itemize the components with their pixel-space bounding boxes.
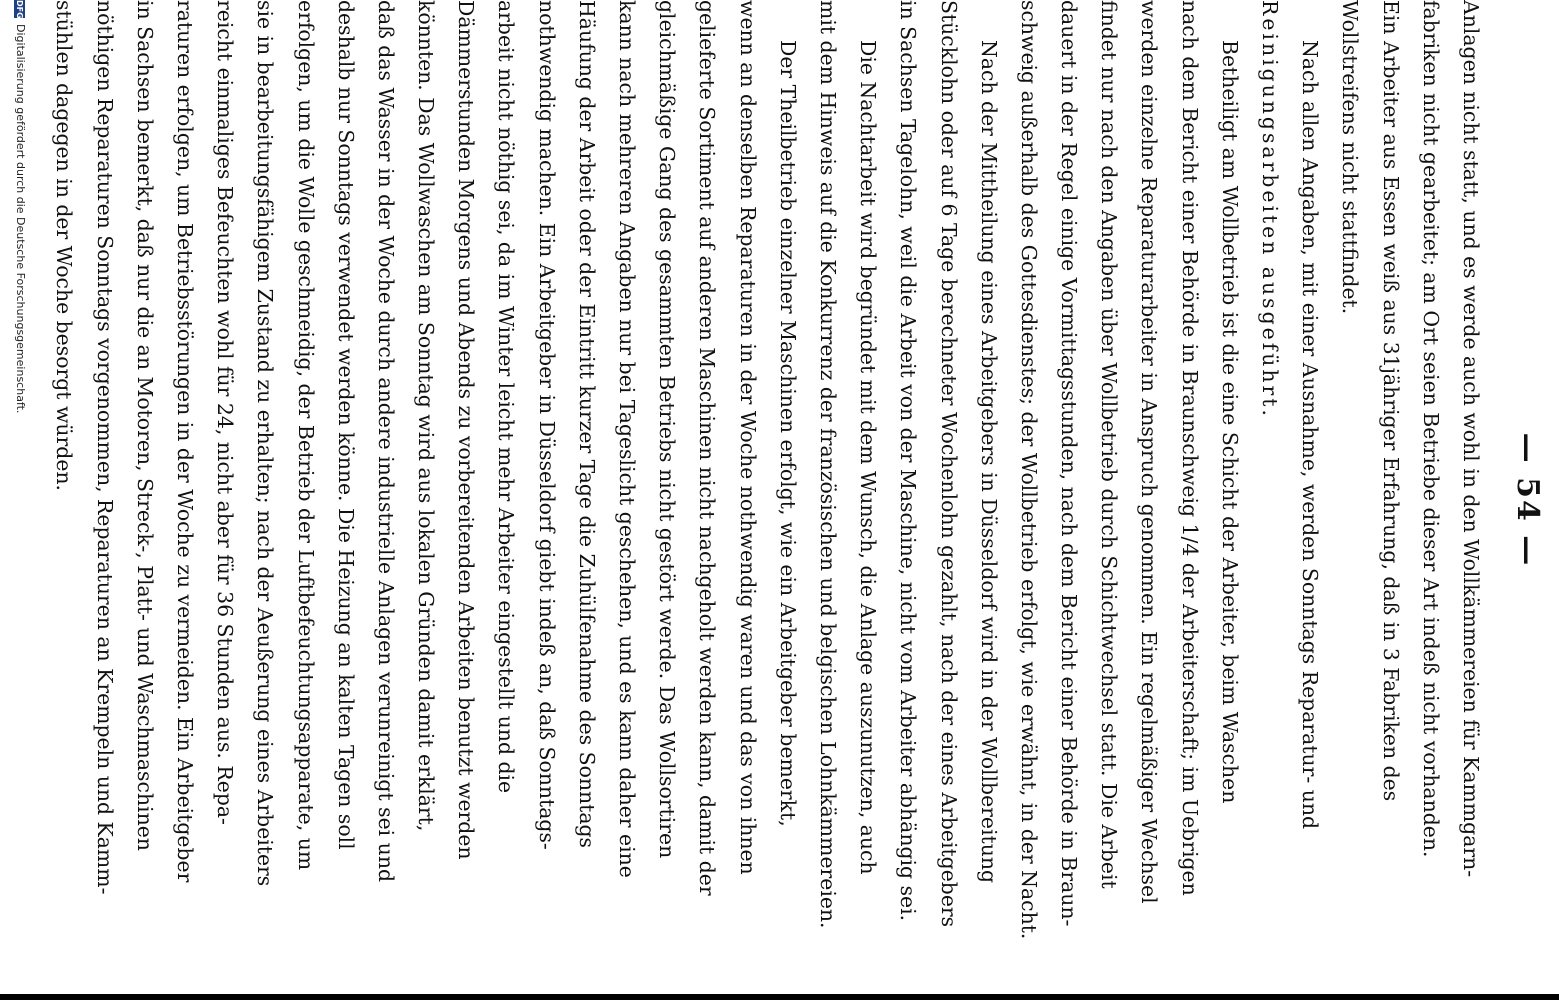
- credit-text: Digitalisierung gefördert durch die Deutsche Forschungsgemeinschaft.: [14, 24, 27, 414]
- text-line: Nach der Mittheilung eines Arbeitgebers in Düsseldorf wird in der Wollbereitung: [976, 40, 1001, 884]
- text-line: werden einzelne Reparaturarbeiter in Anspruch genommen. Ein regelmäßiger Wechsel: [1137, 0, 1162, 904]
- body-text: [41, 0, 1491, 1000]
- dfg-logo-icon: DFG: [15, 0, 25, 19]
- text-line: Nach allen Angaben, mit einer Ausnahme, werden Sonntags Reparatur- und: [1298, 40, 1323, 830]
- text-line: Die Nachtarbeit wird begründet mit dem Wunsch, die Anlage auszunutzen, auch: [856, 40, 881, 875]
- text-line: Anlagen nicht statt, und es werde auch wohl in den Wollkämmereien für Kammgarn-: [1459, 0, 1483, 878]
- text-line: wenn an denselben Reparaturen in der Woche nothwendig waren und das von ihnen: [735, 0, 760, 875]
- text-line: fabriken nicht gearbeitet; am Ort seien Betriebe dieser Art indeß nicht vorhanden.: [1418, 0, 1443, 858]
- text-line: nothwendig machen. Ein Arbeitgeber in Düsseldorf giebt indeß an, daß Sonntags-: [534, 0, 559, 850]
- text-line: gleichmäßige Gang des gesammten Betriebs nicht gestört werde. Das Wollsortiren: [655, 0, 680, 859]
- digitization-credit: [9, 0, 31, 1000]
- text-line: in Sachsen Tagelohn, weil die Arbeit von der Maschine, nicht vom Arbeiter abhängig sei.: [896, 0, 921, 922]
- text-line: Der Theilbetrieb einzelner Maschinen erfolgt, wie ein Arbeitgeber bemerkt,: [775, 40, 800, 827]
- text-line: Reinigungsarbeiten ausgeführt.: [1258, 0, 1283, 419]
- text-line: gelieferte Sortiment auf anderen Maschinen nicht nachgeholt werden kann, damit der: [695, 0, 720, 896]
- text-line: raturen erfolgen, um Betriebsstörungen in der Woche zu vermeiden. Ein Arbeitgeber: [173, 0, 197, 883]
- text-line: findet nur nach den Angaben über Wollbetrieb durch Schichtwechsel statt. Die Arbeit: [1097, 0, 1122, 889]
- text-line: Stücklohn oder auf 6 Tage berechneter Wochenlohn gezahlt, nach der eines Arbeitgebers: [936, 0, 961, 928]
- text-line: sie in bearbeitungsfähigem Zustand zu erhalten; nach der Aeußerung eines Arbeiters: [253, 0, 278, 887]
- text-line: kann nach mehreren Angaben nur bei Tageslicht geschehen, und es kann daher eine: [615, 0, 640, 878]
- text-line: Ein Arbeiter aus Essen weiß aus 31jähriger Erfahrung, daß in 3 Fabriken des: [1378, 0, 1403, 802]
- text-line: mit dem Hinweis auf die Konkurrenz der französischen und belgischen Lohnkämmereien.: [816, 0, 840, 929]
- text-line: [41, 0, 44, 1000]
- text-line: in Sachsen bemerkt, daß nur die an Motoren, Streck-, Platt- und Waschmaschinen: [132, 0, 157, 851]
- text-line: könnten. Das Wollwaschen am Sonntag wird aus lokalen Gründen damit erklärt,: [414, 0, 439, 832]
- text-line: nach dem Bericht einer Behörde in Braunschweig 1/4 der Arbeiterschaft; im Uebrigen: [1177, 0, 1202, 896]
- text-line: Wollstreifens nicht stattfindet.: [1338, 0, 1363, 315]
- text-line: Häufung der Arbeit oder der Eintritt kurzer Tage die Zuhülfenahme des Sonntags: [574, 0, 599, 849]
- text-line: daß das Wasser in der Woche durch andere industrielle Anlagen verunreinigt sei und: [373, 0, 398, 883]
- text-line: erfolgen, um die Wolle geschmeidig, der Betrieb der Luftbefeuchtungsapparate, um: [293, 0, 318, 871]
- text-line: Betheiligt am Wollbetrieb ist die eine Schicht der Arbeiter, beim Waschen: [1217, 40, 1242, 804]
- text-line: stühlen dagegen in der Woche besorgt würden.: [52, 0, 77, 492]
- text-line: arbeit nicht nöthig sei, da im Winter leicht mehr Arbeiter eingestellt und die: [494, 0, 519, 794]
- text-line: schweig außerhalb des Gottesdienstes; der Wollbetrieb erfolgt, wie erwähnt, in der Nacht.: [1016, 0, 1041, 940]
- text-line: reicht einmaliges Befeuchten wohl für 24, nicht aber für 36 Stunden aus. Repa-: [213, 0, 238, 825]
- text-line: nöthigen Reparaturen Sonntags vorgenommen, Reparaturen an Krempeln und Kamm-: [92, 0, 117, 895]
- text-line: deshalb nur Sonntags verwendet werden könne. Die Heizung an kalten Tagen soll: [333, 0, 358, 850]
- page-number: — 54 —: [1510, 432, 1545, 568]
- text-line: dauert in der Regel einige Vormittagsstunden, nach dem Bericht einer Behörde in Braun-: [1057, 0, 1082, 927]
- scan-edge-rule: [0, 994, 1559, 1000]
- text-line: Dämmerstunden Morgens und Abends zu vorbereitenden Arbeiten benutzt werden: [454, 0, 479, 860]
